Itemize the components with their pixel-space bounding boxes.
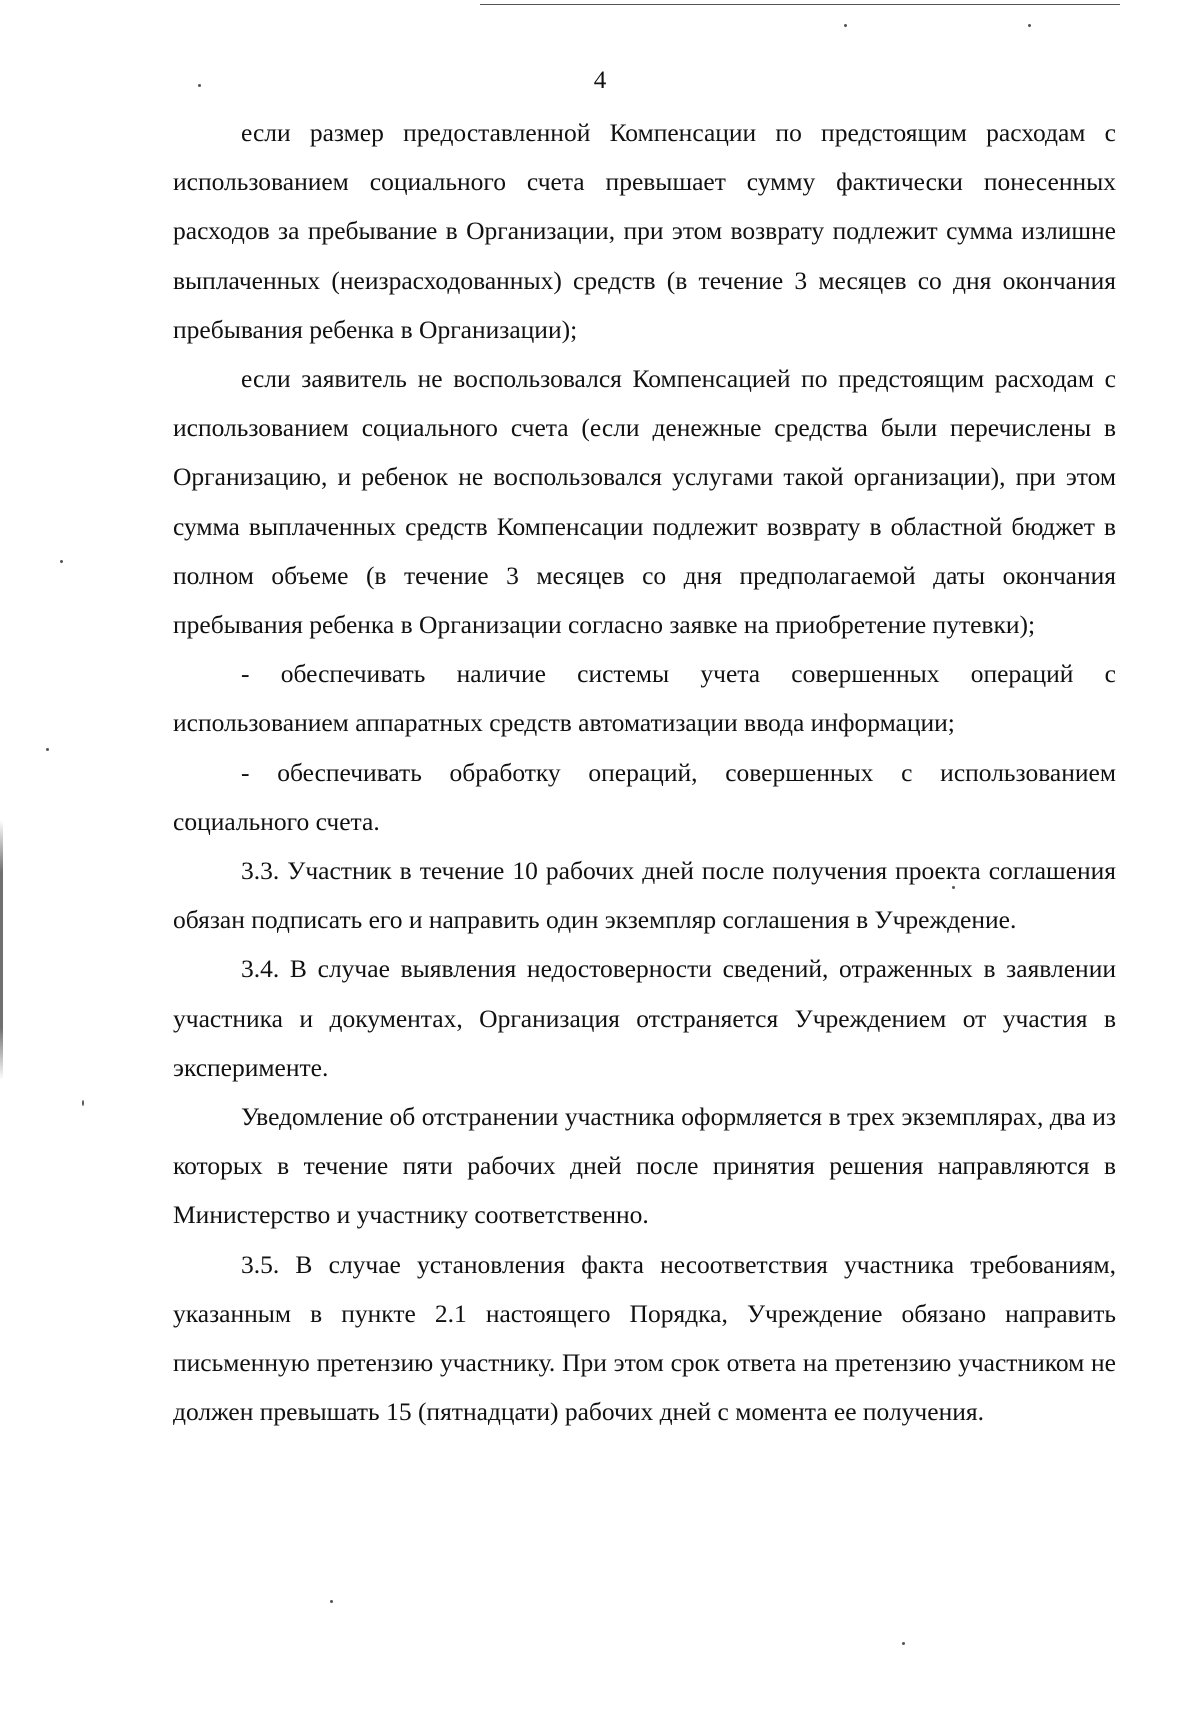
scan-speck — [844, 24, 847, 27]
paragraph-operations-processing: - обеспечивать обработку операций, совершенных с использованием социального счета. — [173, 757, 1116, 836]
document-body — [173, 108, 1116, 1436]
paragraph-compensation-unused: если заявитель не воспользовался Компенсацией по предстоящим расходам с использованием социального счета (если денежные средства были перечислены в Организацию, и ребенок не воспользовался услугами такой организации), при этом сумма выплаченных средств Компенсации подлежит возврату в областной бюджет в полном объеме (в течение 3 месяцев со дня предполагаемой даты окончания пребывания ребенка в Организации согласно заявке на приобретение путевки); — [173, 364, 1116, 640]
scan-left-edge-shadow — [0, 820, 3, 1080]
paragraph-clause-3-4: 3.4. В случае выявления недостоверности сведений, отраженных в заявлении участника и документах, Организация отстраняется Учреждением от участия в эксперименте. — [173, 954, 1116, 1082]
scan-speck — [46, 748, 49, 751]
scan-speck — [330, 1600, 333, 1603]
paragraph-compensation-excess: если размер предоставленной Компенсации по предстоящим расходам с использованием социального счета превышает сумму фактически понесенных расходов за пребывание в Организации, при этом возврату подлежит сумма излишне выплаченных (неизрасходованных) средств (в течение 3 месяцев со дня окончания пребывания ребенка в Организации); — [173, 118, 1116, 344]
paragraph-clause-3-3: 3.3. Участник в течение 10 рабочих дней после получения проекта соглашения обязан подписать его и направить один экземпляр соглашения в Учреждение. — [173, 856, 1116, 935]
paragraph-accounting-system: - обеспечивать наличие системы учета совершенных операций с использованием аппаратных средств автоматизации ввода информации; — [173, 659, 1116, 738]
scan-top-edge-line — [480, 4, 1120, 5]
scan-speck — [1028, 24, 1031, 27]
paragraph-removal-notice: Уведомление об отстранении участника оформляется в трех экземплярах, два из которых в течение пяти рабочих дней после принятия решения направляются в Министерство и участнику соответственно. — [173, 1102, 1116, 1230]
scan-speck — [82, 1100, 84, 1106]
scan-speck — [60, 560, 63, 563]
page-number: 4 — [593, 67, 607, 94]
scan-speck — [902, 1642, 905, 1645]
paragraph-clause-3-5: 3.5. В случае установления факта несоответствия участника требованиям, указанным в пункте 2.1 настоящего Порядка, Учреждение обязано направить письменную претензию участнику. При этом срок ответа на претензию участником не должен превышать 15 (пятнадцати) рабочих дней с момента ее получения. — [173, 1249, 1116, 1427]
